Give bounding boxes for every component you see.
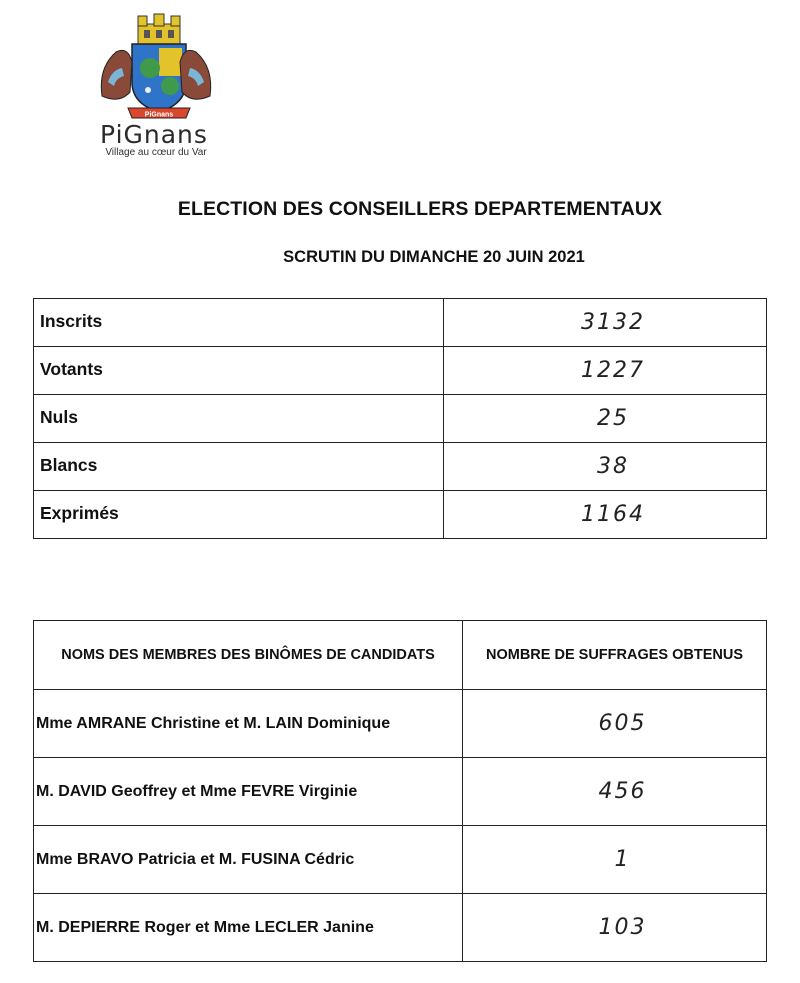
summary-value: 1227 xyxy=(581,358,645,383)
table-row xyxy=(34,894,767,962)
table-header-row xyxy=(34,621,767,690)
table-row xyxy=(34,491,767,539)
document-title: ELECTION DES CONSEILLERS DEPARTEMENTAUX xyxy=(177,198,663,220)
results-table xyxy=(33,620,767,962)
candidate-pair: Mme AMRANE Christine et M. LAIN Dominique xyxy=(34,690,463,758)
candidate-pair: M. DAVID Geoffrey et Mme FEVRE Virginie xyxy=(34,758,463,826)
table-row xyxy=(34,443,767,491)
summary-value: 38 xyxy=(597,454,629,479)
document-subtitle: SCRUTIN DU DIMANCHE 20 JUIN 2021 xyxy=(283,248,585,266)
candidate-pair: M. DEPIERRE Roger et Mme LECLER Janine xyxy=(34,894,463,962)
summary-value: 25 xyxy=(597,406,629,431)
summary-value: 1164 xyxy=(581,502,645,527)
table-row xyxy=(34,299,767,347)
summary-value: 3132 xyxy=(581,310,645,335)
vote-count: 456 xyxy=(598,779,647,804)
table-row xyxy=(34,826,767,894)
logo-banner-text: PiGnans xyxy=(144,111,174,119)
summary-label: Nuls xyxy=(34,395,444,443)
vote-count: 605 xyxy=(598,711,647,736)
coat-of-arms-icon xyxy=(88,12,224,122)
summary-label: Votants xyxy=(34,347,444,395)
candidate-pair: Mme BRAVO Patricia et M. FUSINA Cédric xyxy=(34,826,463,894)
summary-label: Inscrits xyxy=(34,299,444,347)
table-row xyxy=(34,690,767,758)
vote-count: 1 xyxy=(614,847,631,872)
vote-count: 103 xyxy=(598,915,647,940)
table-row xyxy=(34,395,767,443)
header-candidates: NOMS DES MEMBRES DES BINÔMES DE CANDIDATS xyxy=(34,621,463,690)
table-row xyxy=(34,347,767,395)
header-votes: NOMBRE DE SUFFRAGES OBTENUS xyxy=(463,621,767,690)
summary-label: Exprimés xyxy=(34,491,444,539)
vote-summary-table xyxy=(33,298,767,539)
pignans-coat-of-arms-logo xyxy=(88,12,224,158)
logo-town-name: PiGnans xyxy=(100,120,208,149)
logo-tagline: Village au cœur du Var xyxy=(105,147,207,158)
table-row xyxy=(34,758,767,826)
summary-label: Blancs xyxy=(34,443,444,491)
